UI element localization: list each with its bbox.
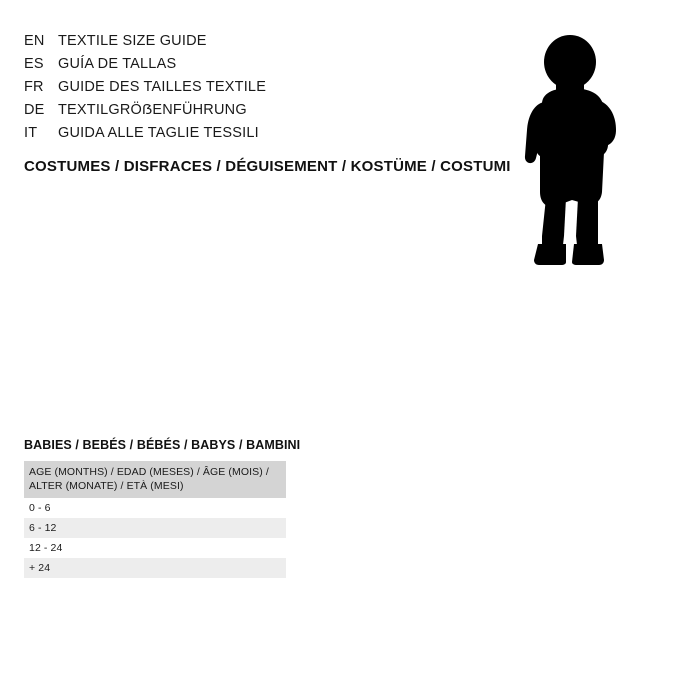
language-code-it: IT xyxy=(24,125,38,141)
language-code-es: ES xyxy=(24,56,44,72)
table-row xyxy=(24,558,286,578)
babies-size-table xyxy=(24,461,286,578)
babies-section-title: BABIES / BEBÉS / BÉBÉS / BABYS / BAMBINI xyxy=(24,438,301,452)
toddler-silhouette-icon xyxy=(498,30,638,265)
language-row-it xyxy=(24,125,444,148)
language-list xyxy=(24,33,444,148)
language-row-es xyxy=(24,56,444,79)
table-header-age: AGE (MONTHS) / EDAD (MESES) / ÂGE (MOIS) / ALTER (MONATE) / ETÀ (MESI) xyxy=(24,461,286,498)
language-text-de: TEXTILGRÖẞENFÜHRUNG xyxy=(58,102,247,118)
language-code-de: DE xyxy=(24,102,45,118)
language-text-fr: GUIDE DES TAILLES TEXTILE xyxy=(58,79,267,95)
table-row xyxy=(24,498,286,518)
language-text-es: GUÍA DE TALLAS xyxy=(58,56,177,72)
table-cell-age: 12 - 24 xyxy=(24,538,286,558)
language-code-en: EN xyxy=(24,33,45,49)
table-cell-age: 6 - 12 xyxy=(24,518,286,538)
language-text-it: GUIDA ALLE TAGLIE TESSILI xyxy=(58,125,259,141)
language-code-fr: FR xyxy=(24,79,44,95)
table-row xyxy=(24,538,286,558)
language-row-fr xyxy=(24,79,444,102)
language-text-en: TEXTILE SIZE GUIDE xyxy=(58,33,207,49)
language-row-de xyxy=(24,102,444,125)
babies-size-section xyxy=(24,438,301,578)
table-cell-age: + 24 xyxy=(24,558,286,578)
category-line: COSTUMES / DISFRACES / DÉGUISEMENT / KOSTÜME / COSTUMI xyxy=(24,158,511,175)
table-cell-age: 0 - 6 xyxy=(24,498,286,518)
language-row-en xyxy=(24,33,444,56)
table-header-row xyxy=(24,461,286,498)
table-row xyxy=(24,518,286,538)
